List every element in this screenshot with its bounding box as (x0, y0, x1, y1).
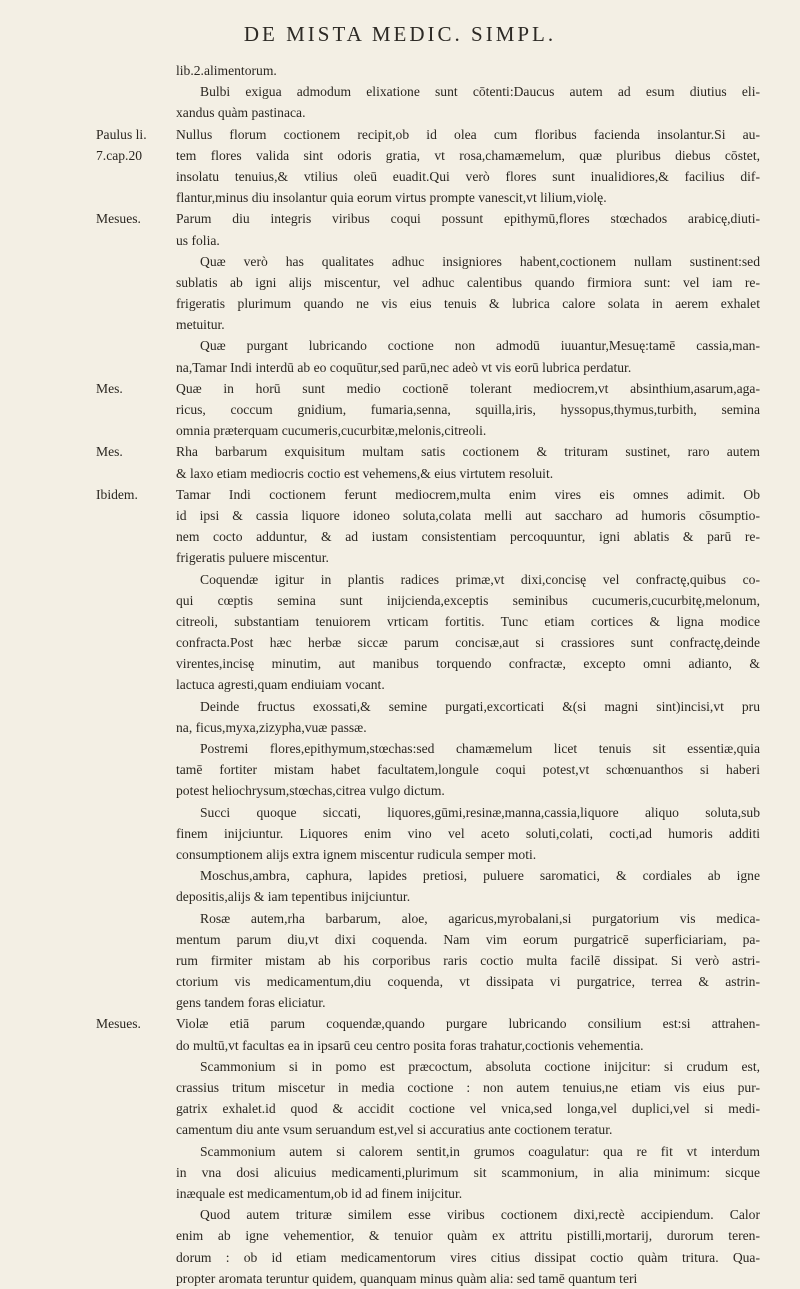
paragraph (0, 1056, 800, 1141)
text-line: insolatu tenuius,& vtilius oleū euadit.Qui verò flores sunt inualidiores,& facilius dif- (176, 168, 760, 184)
paragraph (0, 908, 800, 1014)
paragraph (0, 378, 800, 442)
text-line: Rosæ autem,rha barbarum, aloe, agaricus,myrobalani,si purgatorium vis medica- (200, 910, 760, 926)
text-line: in vna dosi alicuius medicamenti,plurimum sit scammonium, in alia minimum: sicque (176, 1164, 760, 1180)
text-line: consumptionem alijs extra ignem miscentur rudicula semper moti. (176, 846, 537, 862)
text-line: Quæ in horū sunt medio coctionē tolerant mediocrem,vt absinthium,asarum,aga- (176, 380, 760, 396)
text-line: & laxo etiam mediocris coctio est vehemens,& eius virtutem resoluit. (176, 465, 554, 481)
running-header: DE MISTA MEDIC. SIMPL. (243, 22, 557, 46)
margin-note: 7.cap.20 (96, 147, 143, 163)
margin-note: Mes. (96, 380, 123, 396)
text-line: na,Tamar Indi interdū ab eo coquūtur,sed parū,nec adeò vt vis eorū lubrica perdatur. (176, 359, 632, 375)
text-line: inæquale est medicamentum,ob id ad finem inijcitur. (176, 1185, 463, 1201)
paragraph (0, 124, 800, 209)
paragraph (0, 696, 800, 738)
text-line: ricus, coccum gnidium, fumaria,senna, squilla,iris, hyssopus,thymus,turbith, semina (176, 402, 760, 417)
paragraph (0, 251, 800, 336)
text-line: Succi quoque siccati, liquores,gūmi,resinæ,manna,cassia,liquore aliquo soluta,sub (200, 804, 760, 820)
text-line: ctorium vis medicamentum,diu coquenda, vt dissipata vi purgatrice, terrea & astrin- (176, 974, 760, 990)
paragraph (0, 335, 800, 377)
text-line: gens tandem foras eliciatur. (176, 995, 326, 1011)
text-line: finem inijciuntur. Liquores enim vino vel aceto soluti,colati, cocti,ad humoris additi (176, 825, 760, 841)
text-line: na, ficus,myxa,zizypha,vuæ passæ. (176, 719, 367, 735)
text-line: mentum parum diu,vt dixi coquenda. Nam vim eorum purgatricē superficiariam, pa- (176, 931, 760, 947)
text-line: depositis,alijs & iam tepentibus inijciuntur. (176, 889, 411, 905)
margin-note: Ibidem. (96, 486, 138, 502)
paragraph (0, 865, 800, 907)
text-line: virentes,incisę minutim, aut manibus torquendo confractæ, excepto omni adianto, & (176, 656, 760, 672)
text-line: Scammonium autem si calorem sentit,in grumos coagulatur: qua re fit vt interdum (200, 1143, 760, 1159)
text-line: lactuca agresti,quam endiuiam vocant. (176, 677, 385, 693)
paragraph (0, 738, 800, 802)
text-line: gatrix exhalet.id quod & accidit coctione vel vnica,sed longa,vel duplici,vel si medi- (176, 1101, 760, 1117)
paragraph (0, 1204, 800, 1289)
text-line: dorum : ob id etiam medicamentorum vires citius dissipat coctio quàm tritura. Qua- (176, 1249, 760, 1265)
text-line: sublatis ab igni alijs miscentur, vel adhuc calentibus quando firmiora sunt: vel iam re- (176, 274, 760, 290)
text-line: frigeratis plurimum quando ne vis eius tenuis & lubrica calore solata in aerem exhalet (176, 296, 760, 312)
text-line: Nullus florum coctionem recipit,ob id olea cum floribus facienda insolantur.Si au- (176, 126, 760, 142)
text-line: us folia. (176, 232, 220, 248)
text-line: frigeratis puluere miscentur. (176, 550, 329, 566)
paragraph (0, 208, 800, 250)
text-line: metuitur. (176, 317, 225, 333)
text-line: Tamar Indi coctionem ferunt mediocrem,multa enim vires eis omnes adimit. Ob (176, 486, 760, 502)
paragraph (0, 484, 800, 569)
text-line: Rha barbarum exquisitum multam satis coctionem & trituram sustinet, raro autem (176, 444, 760, 460)
text-line: Moschus,ambra, caphura, lapides pretiosi, puluere saromatici, & cordiales ab igne (200, 868, 760, 884)
text-line: Parum diu integris viribus coqui possunt epithymū,flores stœchados arabicę,diuti- (176, 211, 760, 227)
text-line: nem cocto adduntur, & ad iustam consistentiam percoquuntur, igni ablatis & parū re- (176, 529, 760, 545)
text-line: confracta.Post hæc herbæ siccæ parum concisæ,aut si crassiores sunt confractę,deinde (176, 635, 760, 651)
text-line: Quæ verò has qualitates adhuc insigniores habent,coctionem nullam sustinent:sed (200, 253, 760, 269)
text-line: propter aromata teruntur quidem, quanquam minus quàm alia: sed tamē quantum teri (176, 1270, 638, 1286)
paragraph (0, 81, 800, 123)
paragraph (0, 802, 800, 866)
text-line: qui cœptis semina sunt inijcienda,exceptis seminibus cucumeris,cucurbitę,melonum, (176, 592, 760, 608)
text-line: citreoli, substantiam tenuiorem vrticam fortitis. Tunc etiam cortices & ligna modice (176, 613, 760, 629)
text-line: Deinde fructus exossati,& semine purgati,excorticati &(si magni sint)incisi,vt pru (200, 698, 760, 714)
margin-note: Paulus li. (96, 126, 147, 142)
margin-note: Mesues. (96, 1016, 141, 1032)
text-line: Scammonium si in pomo est præcoctum, absoluta coctione inijcitur: si crudum est, (200, 1058, 760, 1074)
text-line: tamē fortiter mistam habet facultatem,longule coqui potest,vt schœnuanthos si haberi (176, 762, 760, 778)
text-line: id ipsi & cassia liquore idoneo soluta,colata melli aut saccharo ad humoris cōsumptio- (176, 507, 760, 523)
text-line: Quod autem trituræ similem esse viribus coctionem dixi,rectè accipiendum. Calor (200, 1207, 760, 1223)
text-line: Violæ etiā parum coquendæ,quando purgare lubricando consilium est:si attrahen- (176, 1016, 760, 1032)
paragraph (0, 569, 800, 696)
margin-note: Mes. (96, 444, 123, 460)
text-line: enim ab igne vehementior, & tenuior quàm ex attritu pistilli,mortarij, durorum teren- (176, 1228, 760, 1244)
text-line: flantur,minus diu insolantur quia eorum virtus prompte vanescit,vt lilium,violę. (176, 190, 607, 206)
text-line: Bulbi exigua admodum elixatione sunt cōtenti:Daucus autem ad esum diutius eli- (200, 84, 760, 100)
paragraph (0, 1013, 800, 1055)
margin-note: Mesues. (96, 211, 141, 227)
text-line: Postremi flores,epithymum,stœchas:sed chamæmelum licet tenuis sit essentiæ,quia (200, 741, 760, 756)
text-line: lib.2.alimentorum. (176, 63, 277, 78)
text-line: Coquendæ igitur in plantis radices primæ,vt dixi,concisę vel confractę,quibus co- (200, 571, 760, 587)
text-line: Quæ purgant lubricando coctione non admodū iuuantur,Mesuę:tamē cassia,man- (200, 338, 760, 354)
paragraph (0, 441, 800, 483)
text-line: do multū,vt facultas ea in ipsarū ceu centro posita foras trahatur,coctionis vehementia. (176, 1037, 644, 1053)
text-line: crassius tritum miscetur in media coctione : non autem tenuius,ne etiam vis eius pur- (176, 1080, 760, 1095)
paragraph (0, 60, 800, 81)
text-line: rum firmiter mistam ab his corporibus raris coctio multa facilē dissipat. Si verò astri- (176, 952, 760, 968)
text-line: omnia præterquam cucumeris,cucurbitæ,melonis,citreoli. (176, 423, 487, 439)
text-line: potest heliochrysum,stœchas,citrea vulgo dictum. (176, 783, 445, 799)
paragraph (0, 1141, 800, 1205)
page-body (0, 60, 800, 1289)
text-line: camentum diu ante vsum seruandum est,vel si accuratius ante coctionem teratur. (176, 1122, 613, 1138)
text-line: xandus quàm pastinaca. (176, 105, 306, 121)
text-line: tem flores valida sint odoris gratia, vt rosa,chamæmelum, quæ pluribus diebus cōstet, (176, 147, 760, 163)
